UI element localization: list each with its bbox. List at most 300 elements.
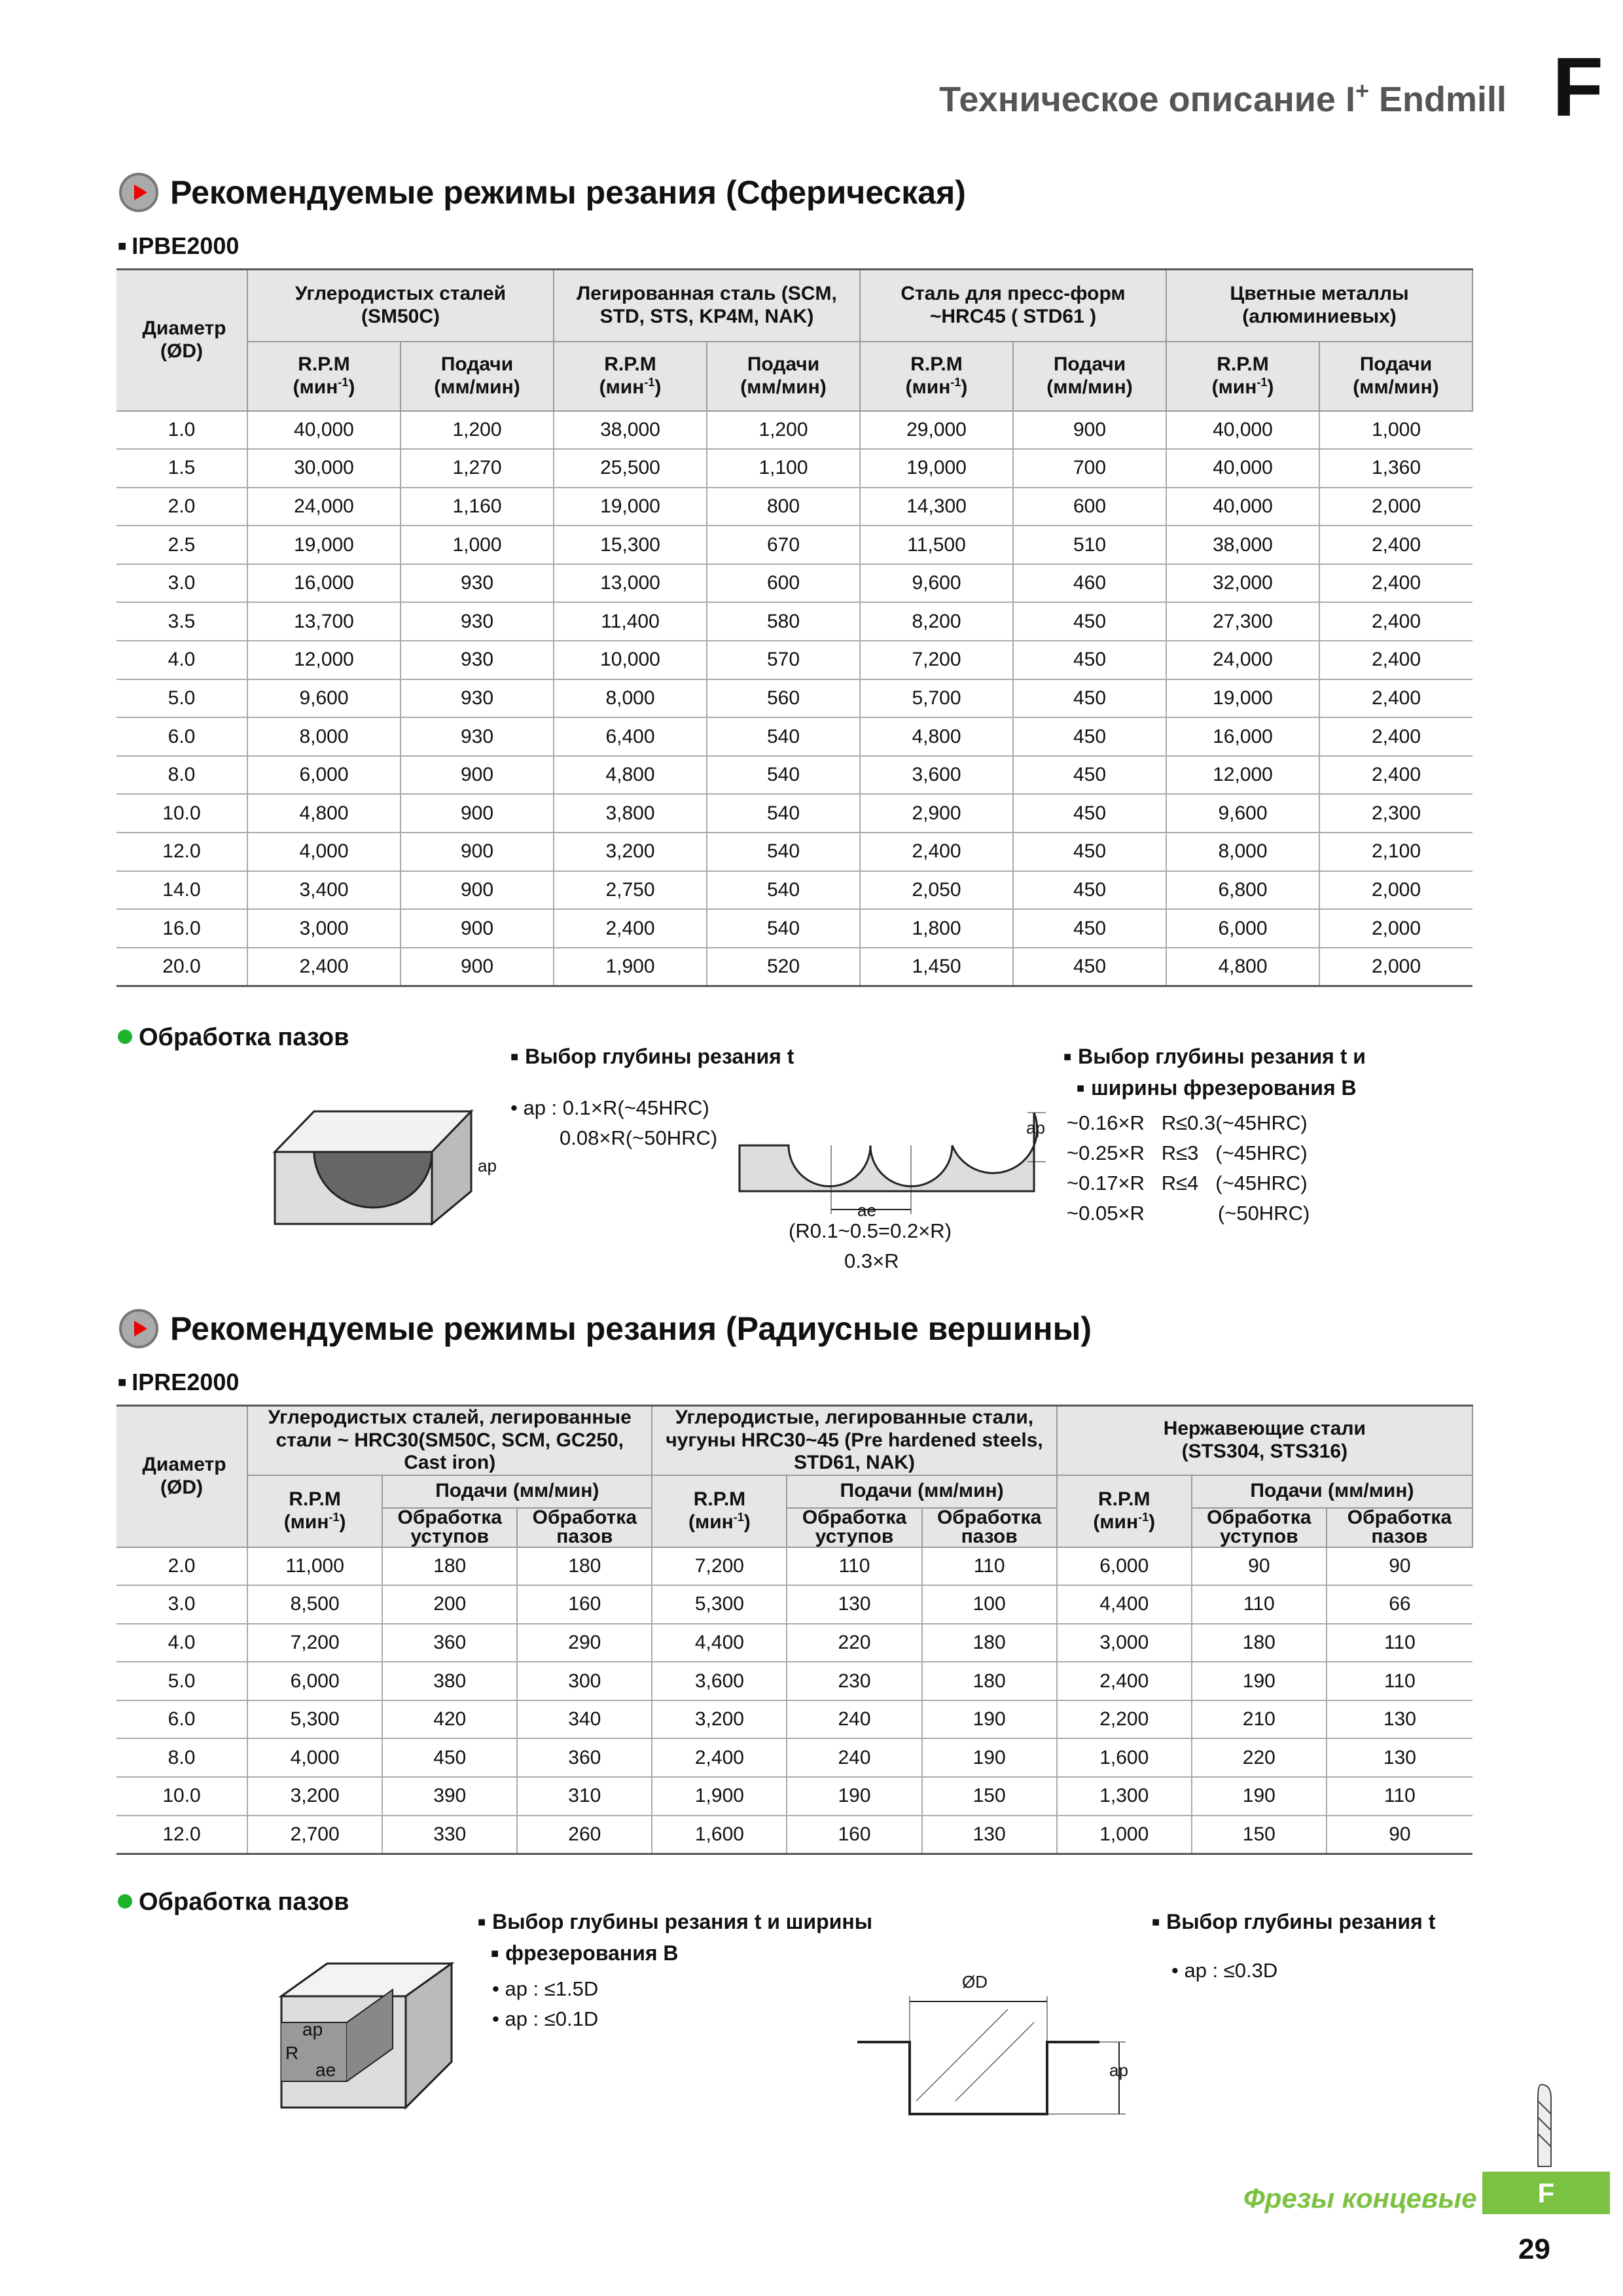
table-cell: 4,400 xyxy=(1057,1585,1192,1624)
table-cell: 32,000 xyxy=(1166,564,1319,603)
table-cell: 700 xyxy=(1013,449,1166,488)
section1-slot-title: Обработка пазов xyxy=(118,1024,349,1052)
table-cell: 390 xyxy=(382,1777,517,1816)
table-cell: 1,300 xyxy=(1057,1777,1192,1816)
table-cell: 180 xyxy=(922,1624,1057,1662)
table-cell: 14,300 xyxy=(860,488,1013,526)
table-cell: 8,000 xyxy=(554,679,707,718)
th-slot: Обработка пазов xyxy=(922,1508,1057,1547)
table-cell: 1,270 xyxy=(401,449,554,488)
section1-width-line: ~0.17×R R≤4 (~45HRC) xyxy=(1067,1172,1308,1194)
table-cell: 2,000 xyxy=(1319,948,1472,986)
table-cell: 110 xyxy=(1192,1585,1327,1624)
header-title-end: Endmill xyxy=(1368,80,1507,119)
table-cell: 4,000 xyxy=(247,833,401,871)
table-cell: 1,450 xyxy=(860,948,1013,986)
rpm-unit-close: ) xyxy=(654,376,662,398)
table-cell: 330 xyxy=(382,1816,517,1854)
table-cell: 1,200 xyxy=(707,411,860,450)
table-cell: 600 xyxy=(1013,488,1166,526)
table-cell: 8.0 xyxy=(116,1738,247,1777)
table-cell: 2,050 xyxy=(860,871,1013,910)
table-cell: 460 xyxy=(1013,564,1166,603)
table-cell: 40,000 xyxy=(1166,411,1319,450)
th-rpm xyxy=(652,1475,787,1547)
table-cell: 240 xyxy=(787,1700,921,1739)
table-cell: 450 xyxy=(1013,871,1166,910)
th-rpm-unit xyxy=(248,1511,382,1534)
table-cell: 16,000 xyxy=(1166,717,1319,756)
table-cell: 15,300 xyxy=(554,526,707,564)
th-rpm xyxy=(1057,1475,1192,1547)
rpm-unit-close: ) xyxy=(743,1511,751,1533)
table-cell: 13,000 xyxy=(554,564,707,603)
table-cell: 8,000 xyxy=(247,717,401,756)
th-feed: Подачи (мм/мин) xyxy=(787,1475,1056,1508)
radius-cutting-table xyxy=(116,1405,1473,1855)
table-cell: 160 xyxy=(787,1816,921,1854)
table-row xyxy=(116,717,1472,756)
rpm-unit-sup: -1 xyxy=(329,1511,340,1524)
table-cell: 540 xyxy=(707,794,860,833)
table-cell: 180 xyxy=(382,1547,517,1586)
table-cell: 40,000 xyxy=(1166,449,1319,488)
table-cell: 6,000 xyxy=(1057,1547,1192,1586)
table-cell: 4,800 xyxy=(1166,948,1319,986)
th-feed: Подачи (мм/мин) xyxy=(1192,1475,1472,1508)
section1-depth-line: • ap : 0.1×R(~45HRC) xyxy=(510,1096,709,1119)
table-cell: 110 xyxy=(787,1547,921,1586)
table-cell: 5,700 xyxy=(860,679,1013,718)
section2-width-line: • ap : ≤0.1D xyxy=(492,2007,599,2030)
th-rpm-unit xyxy=(1058,1511,1191,1534)
table-cell: 900 xyxy=(401,794,554,833)
table-cell: 9,600 xyxy=(860,564,1013,603)
endmill-icon xyxy=(1525,2081,1564,2170)
table-cell: 1,000 xyxy=(401,526,554,564)
table-cell: 19,000 xyxy=(860,449,1013,488)
section2-width-line: • ap : ≤1.5D xyxy=(492,1977,599,2000)
table-cell: 450 xyxy=(1013,679,1166,718)
table-cell: 1.5 xyxy=(116,449,247,488)
table-cell: 24,000 xyxy=(1166,641,1319,679)
th-rpm-label: R.P.M xyxy=(910,353,963,375)
table-row xyxy=(116,909,1472,948)
table-cell: 570 xyxy=(707,641,860,679)
table-cell: 2,200 xyxy=(1057,1700,1192,1739)
th-diameter xyxy=(116,1406,247,1547)
th-rpm-unit xyxy=(248,376,400,399)
table-cell: 7,200 xyxy=(247,1624,382,1662)
table-cell: 9,600 xyxy=(1166,794,1319,833)
table-cell: 1,800 xyxy=(860,909,1013,948)
th-group xyxy=(247,1406,652,1475)
table-cell: 360 xyxy=(517,1738,652,1777)
table-cell: 12.0 xyxy=(116,833,247,871)
table-cell: 1,000 xyxy=(1319,411,1472,450)
section2-depth-line: • ap : ≤0.3D xyxy=(1171,1959,1278,1982)
header-title-text: Техническое описание I xyxy=(939,80,1355,119)
table-cell: 900 xyxy=(401,833,554,871)
rpm-unit-sup: -1 xyxy=(1138,1511,1149,1524)
table-cell: 110 xyxy=(1327,1624,1472,1662)
table-cell: 5.0 xyxy=(116,679,247,718)
table-cell: 5,300 xyxy=(652,1585,787,1624)
th-rpm-label: R.P.M xyxy=(1217,353,1269,375)
rpm-unit-sup: -1 xyxy=(338,376,349,389)
table-cell: 38,000 xyxy=(554,411,707,450)
table-cell: 5,300 xyxy=(247,1700,382,1739)
th-rpm-unit xyxy=(554,376,706,399)
table-row xyxy=(116,1816,1472,1854)
play-arrow-icon xyxy=(119,173,158,212)
rpm-unit-text: (мин xyxy=(293,376,338,398)
header-title-sup: + xyxy=(1355,77,1369,104)
table-cell: 180 xyxy=(922,1662,1057,1700)
table-cell: 14.0 xyxy=(116,871,247,910)
table-cell: 2,400 xyxy=(860,833,1013,871)
table-cell: 930 xyxy=(401,641,554,679)
th-feed-unit: (мм/мин) xyxy=(740,376,827,398)
table-cell: 1,000 xyxy=(1057,1816,1192,1854)
table-cell: 3,400 xyxy=(247,871,401,910)
table-cell: 11,000 xyxy=(247,1547,382,1586)
table-cell: 2,000 xyxy=(1319,488,1472,526)
table-cell: 3,200 xyxy=(652,1700,787,1739)
table-cell: 6.0 xyxy=(116,1700,247,1739)
th-group-text: Углеродистых сталей (SM50C) xyxy=(294,283,507,327)
table-cell: 2.5 xyxy=(116,526,247,564)
rpm-unit-text: (мин xyxy=(905,376,951,398)
table-row xyxy=(116,602,1472,641)
section1-width-title2: ■ ширины фрезерования B xyxy=(1077,1072,1357,1104)
table-row xyxy=(116,1738,1472,1777)
table-cell: 2,400 xyxy=(1319,756,1472,795)
th-group xyxy=(247,270,554,342)
rpm-unit-close: ) xyxy=(339,1511,346,1533)
rpm-unit-sup: -1 xyxy=(1257,376,1268,389)
table-cell: 580 xyxy=(707,602,860,641)
rpm-unit-text: (мин xyxy=(283,1511,329,1533)
table-cell: 5.0 xyxy=(116,1662,247,1700)
table-cell: 3,600 xyxy=(860,756,1013,795)
section1-width-title: ■ Выбор глубины резания t и xyxy=(1063,1041,1366,1073)
diag4-ap-label: ap xyxy=(1109,2060,1128,2080)
th-rpm-label: R.P.M xyxy=(604,353,656,375)
table-row xyxy=(116,411,1472,450)
section1-width-line: ~0.16×R R≤0.3(~45HRC) xyxy=(1067,1111,1308,1134)
table-cell: 7,200 xyxy=(652,1547,787,1586)
table-cell: 6,000 xyxy=(247,1662,382,1700)
table-row xyxy=(116,679,1472,718)
table-cell: 900 xyxy=(401,871,554,910)
rpm-unit-close: ) xyxy=(1267,376,1274,398)
table-cell: 360 xyxy=(382,1624,517,1662)
table-row xyxy=(116,526,1472,564)
table-cell: 11,500 xyxy=(860,526,1013,564)
diag3-ae-label: ae xyxy=(315,2060,336,2080)
th-group-text: Сталь для пресс-форм ~HRC45 ( STD61 ) xyxy=(901,283,1126,327)
table-cell: 450 xyxy=(1013,641,1166,679)
th-ledge: Обработка уступов xyxy=(1192,1508,1327,1547)
table-cell: 240 xyxy=(787,1738,921,1777)
table-cell: 2,400 xyxy=(247,948,401,986)
rpm-unit-text: (мин xyxy=(599,376,645,398)
chapter-letter: F xyxy=(1552,41,1603,134)
table-row xyxy=(116,794,1472,833)
table-cell: 9,600 xyxy=(247,679,401,718)
rpm-unit-text: (мин xyxy=(1093,1511,1139,1533)
table-cell: 90 xyxy=(1327,1816,1472,1854)
table-cell: 520 xyxy=(707,948,860,986)
table-cell: 3.0 xyxy=(116,564,247,603)
table-cell: 16,000 xyxy=(247,564,401,603)
table-cell: 110 xyxy=(922,1547,1057,1586)
table-cell: 8,200 xyxy=(860,602,1013,641)
table-cell: 40,000 xyxy=(247,411,401,450)
th-group-text: Нержавеющие стали (STS304, STS316) xyxy=(1163,1418,1366,1462)
table-cell: 3,200 xyxy=(554,833,707,871)
table-cell: 2,400 xyxy=(554,909,707,948)
table-cell: 900 xyxy=(401,909,554,948)
table-cell: 1,900 xyxy=(554,948,707,986)
table-cell: 220 xyxy=(1192,1738,1327,1777)
th-slot: Обработка пазов xyxy=(517,1508,652,1547)
table-cell: 200 xyxy=(382,1585,517,1624)
table-cell: 150 xyxy=(922,1777,1057,1816)
section2-width-title2: ■ фрезерования B xyxy=(491,1937,679,1969)
section1-title xyxy=(119,173,966,212)
table-cell: 1,600 xyxy=(652,1816,787,1854)
table-cell: 930 xyxy=(401,679,554,718)
table-cell: 2,700 xyxy=(247,1816,382,1854)
rpm-unit-sup: -1 xyxy=(950,376,961,389)
table-row xyxy=(116,1547,1472,1586)
th-group xyxy=(554,270,860,342)
table-cell: 4,800 xyxy=(860,717,1013,756)
table-cell: 19,000 xyxy=(554,488,707,526)
table-cell: 90 xyxy=(1327,1547,1472,1586)
table-cell: 2,000 xyxy=(1319,909,1472,948)
rpm-unit-text: (мин xyxy=(688,1511,734,1533)
table-cell: 110 xyxy=(1327,1777,1472,1816)
table-cell: 3,800 xyxy=(554,794,707,833)
table-cell: 930 xyxy=(401,564,554,603)
slot-block-diagram xyxy=(268,1100,510,1237)
table-cell: 66 xyxy=(1327,1585,1472,1624)
table-cell: 8.0 xyxy=(116,756,247,795)
th-group xyxy=(860,270,1166,342)
table-cell: 450 xyxy=(1013,833,1166,871)
table-cell: 19,000 xyxy=(247,526,401,564)
table-cell: 6,400 xyxy=(554,717,707,756)
diag2-ap-label: ap xyxy=(1026,1118,1045,1138)
section1-width-line: ~0.25×R R≤3 (~45HRC) xyxy=(1067,1141,1308,1164)
table-cell: 560 xyxy=(707,679,860,718)
rpm-unit-close: ) xyxy=(961,376,968,398)
table-row xyxy=(116,564,1472,603)
table-cell: 800 xyxy=(707,488,860,526)
table-cell: 4,800 xyxy=(247,794,401,833)
table-cell: 450 xyxy=(1013,909,1166,948)
table-cell: 2,000 xyxy=(1319,871,1472,910)
table-cell: 19,000 xyxy=(1166,679,1319,718)
table-cell: 6,000 xyxy=(1166,909,1319,948)
table-cell: 1,360 xyxy=(1319,449,1472,488)
table-cell: 450 xyxy=(1013,602,1166,641)
th-group xyxy=(652,1406,1056,1475)
diag1-ap-label: ap xyxy=(478,1156,497,1175)
th-feed xyxy=(1013,342,1166,411)
section1-depth-title: ■ Выбор глубины резания t xyxy=(510,1041,794,1073)
table-cell: 150 xyxy=(1192,1816,1327,1854)
section2-title-text: Рекомендуемые режимы резания (Радиусные вершины) xyxy=(170,1310,1092,1347)
th-feed xyxy=(401,342,554,411)
table-cell: 3,000 xyxy=(1057,1624,1192,1662)
diag3-r-label: R xyxy=(285,2043,299,2063)
table-cell: 340 xyxy=(517,1700,652,1739)
th-feed-label: Подачи xyxy=(747,353,820,375)
table-row xyxy=(116,871,1472,910)
table-cell: 450 xyxy=(382,1738,517,1777)
th-feed-label: Подачи xyxy=(440,353,514,375)
th-rpm xyxy=(247,1475,382,1547)
table-cell: 2,400 xyxy=(1319,602,1472,641)
table-cell: 8,500 xyxy=(247,1585,382,1624)
table-row xyxy=(116,833,1472,871)
table-cell: 450 xyxy=(1013,717,1166,756)
page-header-title xyxy=(939,77,1507,120)
th-group-text: Легированная сталь (SCM, STD, STS, KP4M, NAK) xyxy=(577,283,837,327)
table-cell: 1.0 xyxy=(116,411,247,450)
table-cell: 190 xyxy=(922,1738,1057,1777)
table-cell: 40,000 xyxy=(1166,488,1319,526)
footer-category: Фрезы концевые xyxy=(1243,2183,1477,2214)
table-cell: 540 xyxy=(707,871,860,910)
table-cell: 3.0 xyxy=(116,1585,247,1624)
th-feed-label: Подачи xyxy=(1359,353,1433,375)
table-cell: 27,300 xyxy=(1166,602,1319,641)
table-row xyxy=(116,488,1472,526)
table-cell: 38,000 xyxy=(1166,526,1319,564)
table-cell: 4.0 xyxy=(116,1624,247,1662)
section2-code: ■ IPRE2000 xyxy=(118,1369,239,1396)
table-cell: 130 xyxy=(1327,1700,1472,1739)
th-diameter xyxy=(116,270,247,411)
th-feed-unit: (мм/мин) xyxy=(1046,376,1133,398)
table-cell: 1,900 xyxy=(652,1777,787,1816)
section1-depth-line: 0.08×R(~50HRC) xyxy=(560,1126,718,1149)
th-rpm-unit xyxy=(861,376,1012,399)
th-slot: Обработка пазов xyxy=(1327,1508,1472,1547)
table-row xyxy=(116,1700,1472,1739)
diag2-note: (R0.1~0.5=0.2×R) xyxy=(789,1219,952,1242)
table-row xyxy=(116,1662,1472,1700)
rpm-unit-text: (мин xyxy=(1211,376,1257,398)
table-cell: 670 xyxy=(707,526,860,564)
th-group xyxy=(1057,1406,1472,1475)
ball-profile-diagram xyxy=(733,1086,1047,1217)
diag3-ap-label: ap xyxy=(302,2019,323,2039)
rpm-unit-sup: -1 xyxy=(644,376,655,389)
table-cell: 3,600 xyxy=(652,1662,787,1700)
table-cell: 540 xyxy=(707,756,860,795)
table-cell: 540 xyxy=(707,909,860,948)
table-cell: 8,000 xyxy=(1166,833,1319,871)
th-group-text: Цветные металлы (алюминиевых) xyxy=(1230,283,1409,327)
diag2-ae-label: ae xyxy=(857,1200,876,1220)
table-cell: 10,000 xyxy=(554,641,707,679)
table-cell: 3,200 xyxy=(247,1777,382,1816)
table-cell: 4,800 xyxy=(554,756,707,795)
th-rpm xyxy=(554,342,707,411)
table-cell: 930 xyxy=(401,717,554,756)
table-cell: 4,000 xyxy=(247,1738,382,1777)
table-cell: 2,100 xyxy=(1319,833,1472,871)
play-arrow-icon xyxy=(119,1309,158,1348)
th-group-text: Углеродистые, легированные стали, чугуны HRC30~45 (Pre hardened steels, STD61, NAK) xyxy=(666,1407,1043,1473)
table-cell: 190 xyxy=(787,1777,921,1816)
slot-section-diagram xyxy=(851,1970,1139,2121)
table-cell: 12,000 xyxy=(247,641,401,679)
th-diameter-text: Диаметр (ØD) xyxy=(142,317,226,362)
table-cell: 930 xyxy=(401,602,554,641)
table-cell: 1,100 xyxy=(707,449,860,488)
table-cell: 900 xyxy=(401,948,554,986)
table-cell: 4,400 xyxy=(652,1624,787,1662)
table-cell: 190 xyxy=(922,1700,1057,1739)
table-cell: 2.0 xyxy=(116,1547,247,1586)
table-cell: 130 xyxy=(787,1585,921,1624)
table-row xyxy=(116,756,1472,795)
table-cell: 1,160 xyxy=(401,488,554,526)
rpm-unit-sup: -1 xyxy=(733,1511,744,1524)
section2-width-title: ■ Выбор глубины резания t и ширины xyxy=(478,1906,872,1938)
table-cell: 130 xyxy=(922,1816,1057,1854)
table-cell: 1,200 xyxy=(401,411,554,450)
table-cell: 450 xyxy=(1013,794,1166,833)
table-row xyxy=(116,948,1472,986)
table-row xyxy=(116,1624,1472,1662)
table-cell: 380 xyxy=(382,1662,517,1700)
table-cell: 20.0 xyxy=(116,948,247,986)
table-cell: 420 xyxy=(382,1700,517,1739)
th-rpm xyxy=(247,342,401,411)
table-cell: 130 xyxy=(1327,1738,1472,1777)
table-cell: 10.0 xyxy=(116,794,247,833)
table-cell: 190 xyxy=(1192,1777,1327,1816)
table-cell: 1,600 xyxy=(1057,1738,1192,1777)
th-feed-label: Подачи xyxy=(1053,353,1126,375)
th-rpm-label: R.P.M xyxy=(289,1488,341,1510)
diag4-od-label: ØD xyxy=(962,1972,988,1992)
table-cell: 4.0 xyxy=(116,641,247,679)
table-row xyxy=(116,1585,1472,1624)
table-row xyxy=(116,1777,1472,1816)
th-rpm xyxy=(1166,342,1319,411)
table-cell: 180 xyxy=(1192,1624,1327,1662)
table-cell: 160 xyxy=(517,1585,652,1624)
spherical-cutting-table xyxy=(116,268,1473,987)
table-cell: 2,400 xyxy=(1319,564,1472,603)
table-cell: 900 xyxy=(1013,411,1166,450)
table-cell: 3.5 xyxy=(116,602,247,641)
th-feed: Подачи (мм/мин) xyxy=(382,1475,652,1508)
section2-slot-title: Обработка пазов xyxy=(118,1888,349,1916)
table-cell: 11,400 xyxy=(554,602,707,641)
table-cell: 6.0 xyxy=(116,717,247,756)
section2-title xyxy=(119,1309,1092,1348)
